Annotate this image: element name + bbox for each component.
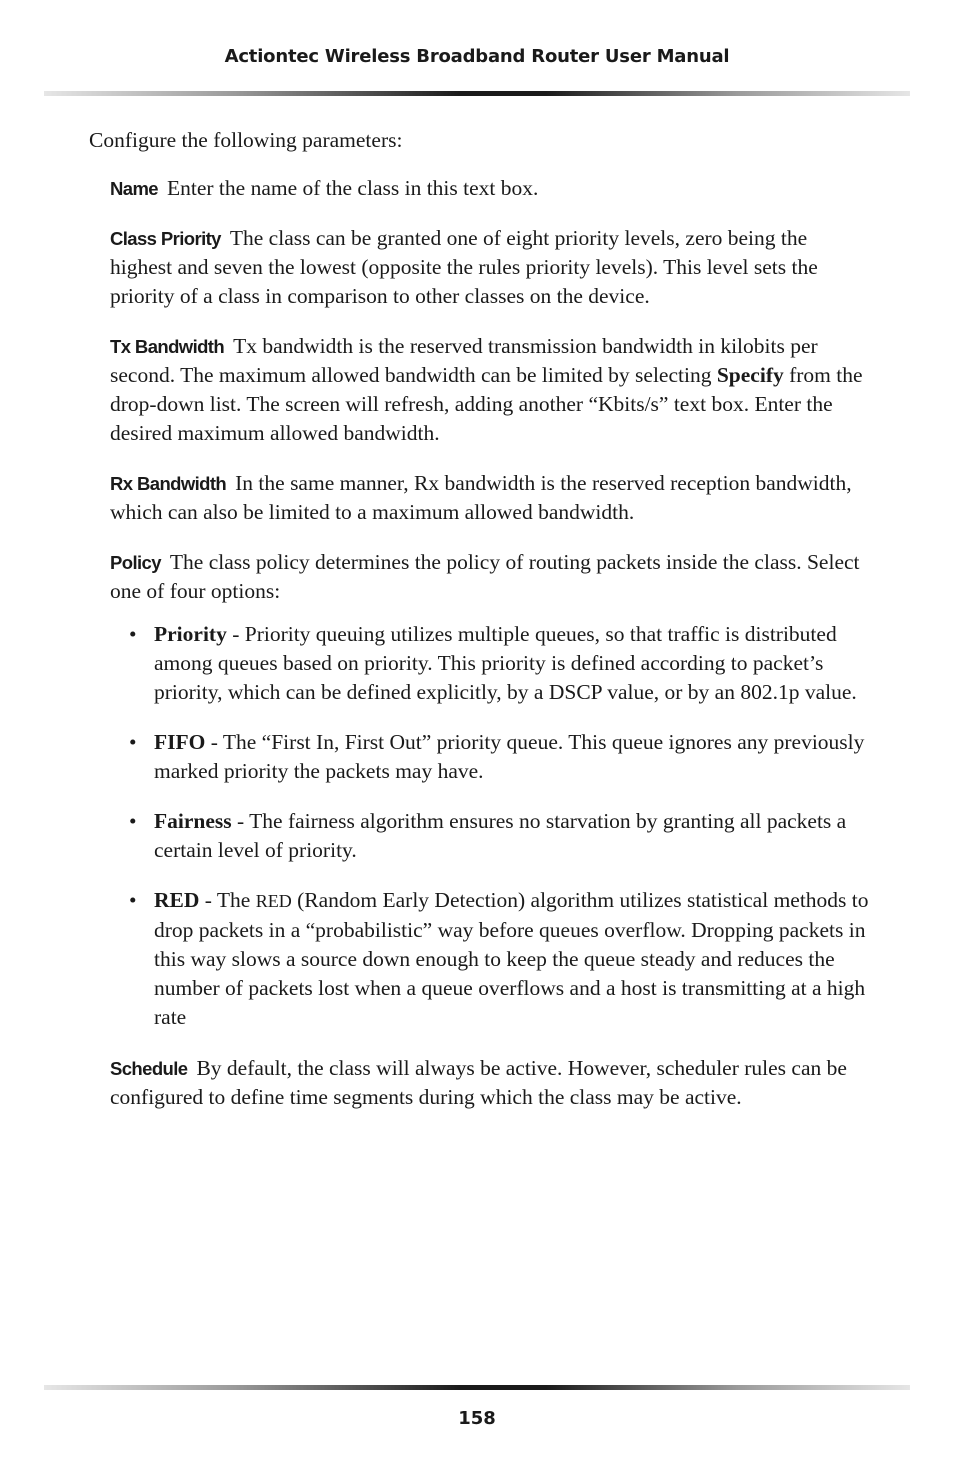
policy-options-list	[89, 620, 874, 1032]
param-schedule	[110, 1054, 874, 1112]
param-rx-bandwidth	[110, 469, 874, 527]
option-label: FIFO	[154, 730, 206, 754]
param-class-priority	[110, 224, 874, 311]
bullet-glyph: •	[129, 730, 137, 754]
intro-text: Configure the following parameters:	[89, 128, 403, 152]
header-divider	[44, 91, 910, 96]
option-label: RED	[154, 888, 200, 912]
bullet-glyph: •	[129, 888, 137, 912]
option-description: - Priority queuing utilizes multiple queues, so that traffic is distributed among queues based on priority. This priority is defined according to packet’s priority, which can be defined explicitly, by a DSCP value, or by an 802.1p value.	[154, 622, 857, 704]
param-term: Name	[110, 178, 158, 199]
list-item-fairness	[89, 807, 874, 865]
option-label: Fairness	[154, 809, 232, 833]
page-body	[89, 126, 874, 1133]
param-description: In the same manner, Rx bandwidth is the reserved reception bandwidth, which can also be limited to a maximum allowed bandwidth.	[110, 471, 852, 524]
param-description: The class can be granted one of eight priority levels, zero being the highest and seven the lowest (opposite the rules priority levels). This level sets the priority of a class in comparison to other classes on the device.	[110, 226, 818, 308]
param-description-cont: from the drop-down list. The screen will refresh, adding another “Kbits/s” text box. Enter the desired maximum allowed bandwidth.	[110, 363, 863, 445]
param-description: Enter the name of the class in this text box.	[167, 176, 539, 200]
param-name	[110, 174, 874, 203]
param-term: Schedule	[110, 1058, 188, 1079]
page-number: 158	[458, 1408, 496, 1429]
param-description: By default, the class will always be active. However, scheduler rules can be configured to define time segments during which the class may be active.	[110, 1056, 847, 1109]
option-description-cont: (Random Early Detection) algorithm utilizes statistical methods to drop packets in a “probabilistic” way before queues overflow. Dropping packets in this way slows a source down enough to keep the queue steady and reduces the number of packets lost when a queue overflows and a host is transmitting at a high rate	[154, 888, 869, 1029]
bullet-glyph: •	[129, 809, 137, 833]
list-item-red	[89, 886, 874, 1032]
param-term: Class Priority	[110, 228, 221, 249]
option-description: - The	[199, 888, 256, 912]
list-item-priority	[89, 620, 874, 707]
specify-keyword: Specify	[716, 363, 784, 387]
param-description: The class policy determines the policy of routing packets inside the class. Select one of four options:	[110, 550, 860, 603]
param-term: Tx Bandwidth	[110, 336, 225, 357]
param-description: Tx bandwidth is the reserved transmission bandwidth in kilobits per second. The maximum allowed bandwidth can be limited by selecting	[110, 334, 818, 387]
option-description: - The fairness algorithm ensures no starvation by granting all packets a certain level of priority.	[154, 809, 847, 862]
list-item-fifo	[89, 728, 874, 786]
red-acronym: RED	[255, 891, 292, 911]
param-term: Policy	[110, 552, 161, 573]
param-policy	[110, 548, 874, 606]
option-description: - The “First In, First Out” priority queue. This queue ignores any previously marked priority the packets may have.	[154, 730, 865, 783]
running-header: Actiontec Wireless Broadband Router User Manual	[224, 46, 730, 67]
param-term: Rx Bandwidth	[110, 473, 227, 494]
bullet-glyph: •	[129, 622, 137, 646]
option-label: Priority	[154, 622, 227, 646]
param-tx-bandwidth	[110, 332, 874, 448]
footer-divider	[44, 1385, 910, 1390]
